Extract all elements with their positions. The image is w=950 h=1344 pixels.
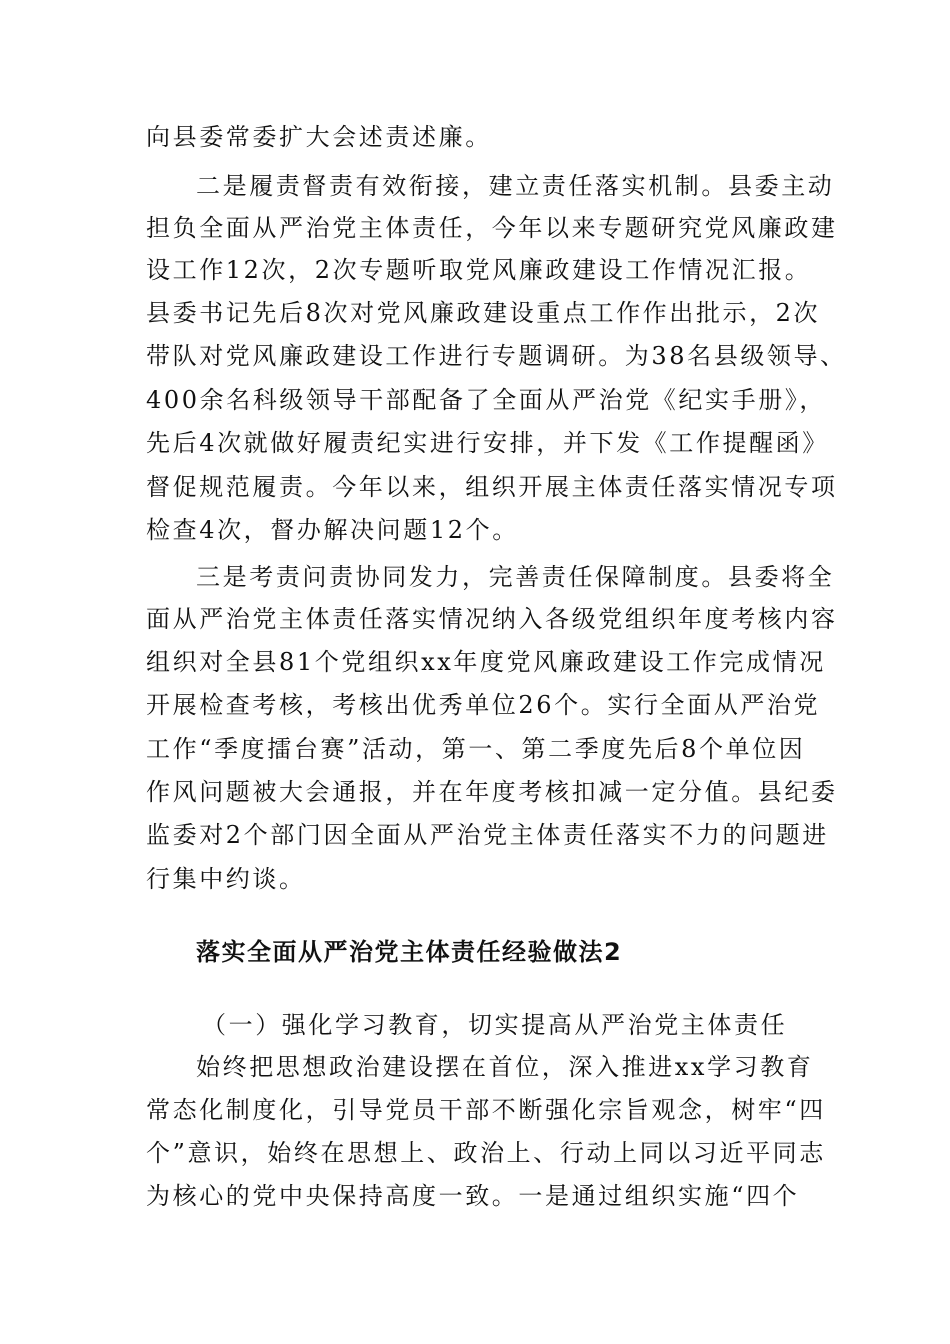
paragraph-line: 开展检查考核，考核出优秀单位26个。实行全面从严治党 xyxy=(146,691,821,719)
paragraph-line: 行集中约谈。 xyxy=(146,865,306,893)
paragraph-line: 担负全面从严治党主体责任，今年以来专题研究党风廉政建 xyxy=(146,214,838,242)
paragraph-line: 检查4次，督办解决问题12个。 xyxy=(146,516,519,544)
paragraph-line: 始终把思想政治建设摆在首位，深入推进xx学习教育 xyxy=(196,1053,814,1081)
paragraph-line: 督促规范履责。今年以来，组织开展主体责任落实情况专项 xyxy=(146,473,838,501)
paragraph-line: 二是履责督责有效衔接，建立责任落实机制。县委主动 xyxy=(196,172,835,200)
paragraph-line: 设工作12次，2次专题听取党风廉政建设工作情况汇报。 xyxy=(146,256,812,284)
paragraph-line: 三是考责问责协同发力，完善责任保障制度。县委将全 xyxy=(196,563,835,591)
paragraph-line: 个”意识，始终在思想上、政治上、行动上同以习近平同志 xyxy=(146,1139,826,1167)
paragraph-line: 先后4次就做好履责纪实进行安排，并下发《工作提醒函》 xyxy=(146,429,829,457)
paragraph-line: 常态化制度化，引导党员干部不断强化宗旨观念，树牢“四 xyxy=(146,1096,826,1124)
paragraph-line: 带队对党风廉政建设工作进行专题调研。为38名县级领导、 xyxy=(146,342,847,370)
paragraph-line: 向县委常委扩大会述责述廉。 xyxy=(146,123,492,151)
subheading-line: （一）强化学习教育，切实提高从严治党主体责任 xyxy=(202,1011,788,1039)
section-heading: 落实全面从严治党主体责任经验做法2 xyxy=(196,938,623,966)
paragraph-line: 工作“季度擂台赛”活动，第一、第二季度先后8个单位因 xyxy=(146,735,806,763)
paragraph-line: 400余名科级领导干部配备了全面从严治党《纪实手册》， xyxy=(146,386,827,414)
paragraph-line: 监委对2个部门因全面从严治党主体责任落实不力的问题进 xyxy=(146,821,829,849)
paragraph-line: 作风问题被大会通报，并在年度考核扣减一定分值。县纪委 xyxy=(146,778,838,806)
paragraph-line: 面从严治党主体责任落实情况纳入各级党组织年度考核内容 xyxy=(146,605,838,633)
paragraph-line: 为核心的党中央保持高度一致。一是通过组织实施“四个 xyxy=(146,1182,800,1210)
paragraph-line: 组织对全县81个党组织xx年度党风廉政建设工作完成情况 xyxy=(146,648,826,676)
paragraph-line: 县委书记先后8次对党风廉政建设重点工作作出批示，2次 xyxy=(146,299,821,327)
